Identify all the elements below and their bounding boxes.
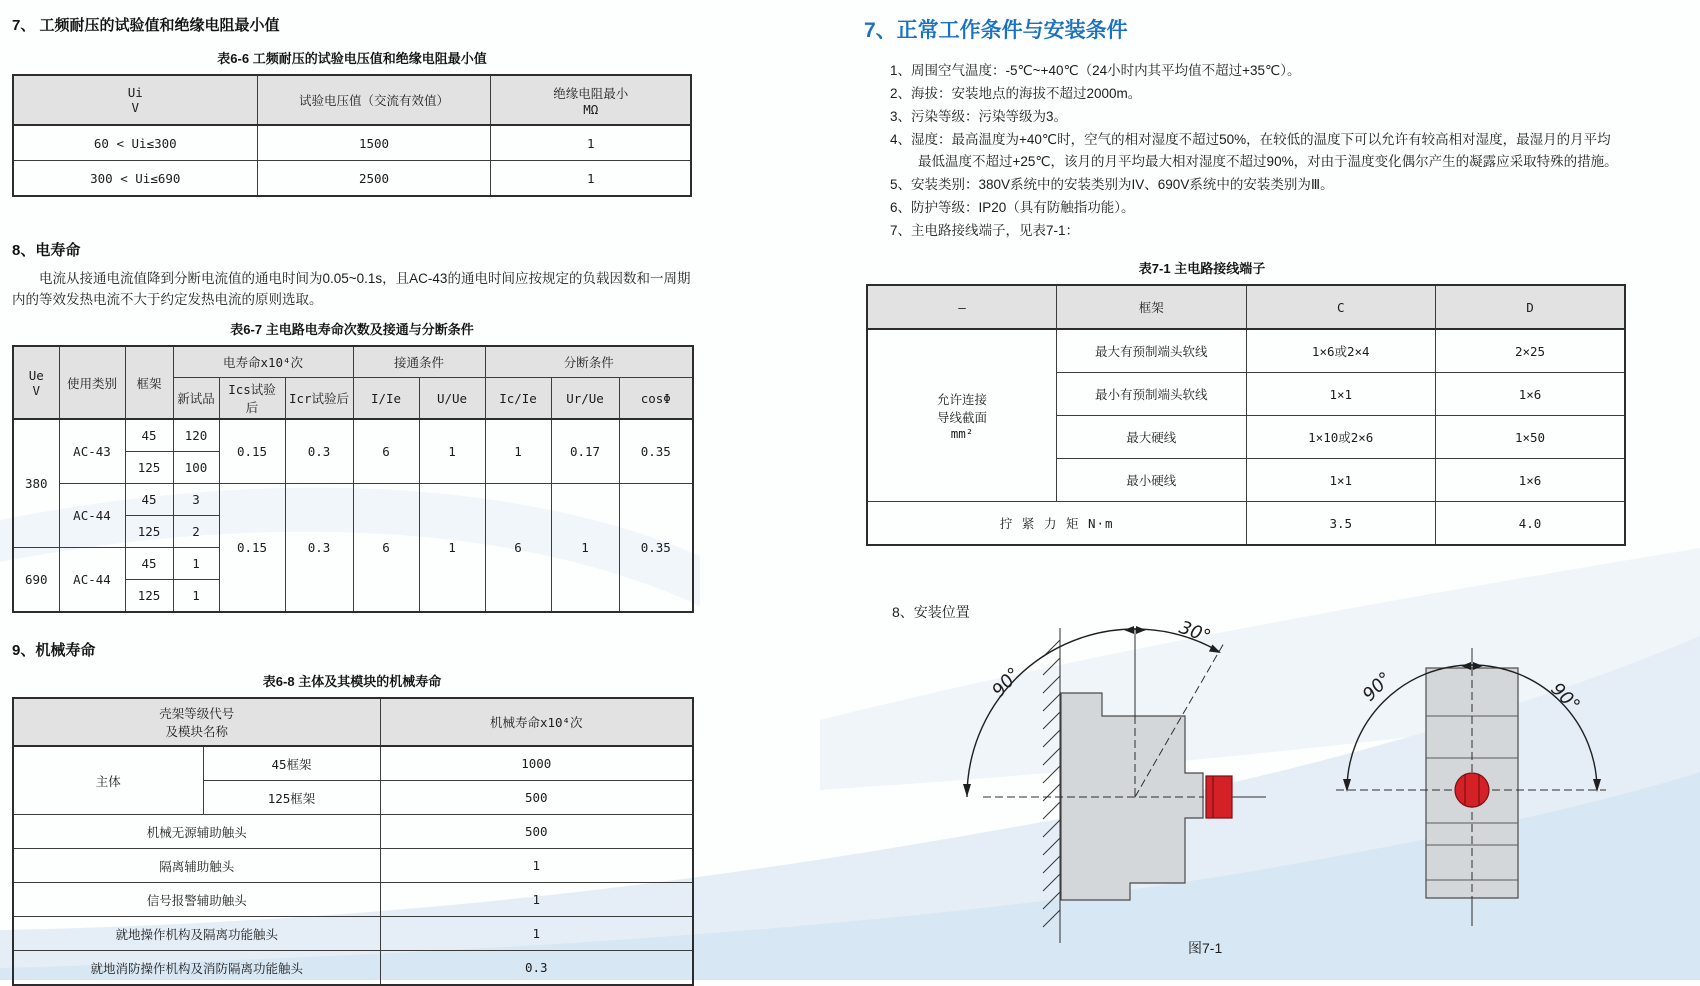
subheader-cos-phi: cosΦ <box>619 378 693 420</box>
cell-icr: 0.3 <box>285 419 353 484</box>
cell-life-value: 500 <box>380 781 693 815</box>
cell-ur-ue: 1 <box>551 484 619 613</box>
condition-item-pollution: 3、污染等级：污染等级为3。 <box>890 109 1068 124</box>
table-6-6-withstand-voltage <box>12 74 692 197</box>
cell-torque-c: 3.5 <box>1246 502 1436 546</box>
table-header-row <box>13 698 693 746</box>
table-row <box>13 419 693 452</box>
subheader-after-icr: Icr试验后 <box>285 378 353 420</box>
table-row <box>867 502 1625 546</box>
condition-item-protection-degree: 6、防护等级：IP20（具有防触指功能）。 <box>890 200 1135 215</box>
cell-frame: 45 <box>125 484 173 516</box>
installation-side-view-diagram <box>920 598 1270 953</box>
cell-module-name: 隔离辅助触头 <box>13 849 380 883</box>
cell-new-sample: 1 <box>173 548 219 580</box>
header-ui <box>13 75 257 125</box>
cell-module-name: 就地操作机构及隔离功能触头 <box>13 917 380 951</box>
cross-section-unit: mm² <box>950 426 974 441</box>
header-frame-c: C <box>1246 285 1436 329</box>
cell-ics: 0.15 <box>219 484 285 613</box>
section-heading-electrical-life: 8、电寿命 <box>12 242 81 259</box>
cell-value-d: 2×25 <box>1436 329 1626 373</box>
table-row <box>13 917 693 951</box>
table-header-row <box>13 346 693 378</box>
cell-value-c: 1×1 <box>1246 373 1436 416</box>
header-ui-symbol: Ui <box>127 85 143 100</box>
section-heading-withstand-voltage: 7、 工频耐压的试验值和绝缘电阻最小值 <box>12 17 280 34</box>
header-ue-symbol: Ue <box>28 367 44 383</box>
cell-new-sample: 3 <box>173 484 219 516</box>
header-frame-code-line2: 及模块名称 <box>165 724 229 739</box>
angle-label-90: 90° <box>988 663 1026 702</box>
cell-frame: 125 <box>125 452 173 484</box>
cell-u-ue: 1 <box>419 484 485 613</box>
table-6-8-mechanical-life <box>12 697 694 986</box>
cell-wire-type: 最小硬线 <box>1057 459 1247 502</box>
dimension-tick <box>1136 626 1146 634</box>
condition-item-installation-category: 5、安装类别：380V系统中的安装类别为IV、690V系统中的安装类别为Ⅲ。 <box>890 177 1334 192</box>
cell-cos-phi: 0.35 <box>619 484 693 613</box>
angle-label-90-left: 90° <box>1358 668 1397 706</box>
cell-ui-range: 300 < Ui≤690 <box>13 161 257 197</box>
cell-i-ie: 6 <box>353 419 419 484</box>
cell-u-ue: 1 <box>419 419 485 484</box>
cell-new-sample: 2 <box>173 516 219 548</box>
header-frame-code-module <box>13 698 380 746</box>
table-row <box>13 883 693 917</box>
angle-label-90-right: 90° <box>1546 678 1584 717</box>
header-making-group: 接通条件 <box>353 346 485 378</box>
condition-item-terminals: 7、主电路接线端子，见表7-1： <box>890 223 1080 238</box>
header-mechanical-life: 机械寿命x10⁴次 <box>380 698 693 746</box>
subheader-new-sample: 新试品 <box>173 378 219 420</box>
cell-category-ac44: AC-44 <box>59 548 125 613</box>
cell-test-voltage: 1500 <box>257 125 491 161</box>
cell-new-sample: 100 <box>173 452 219 484</box>
cell-wire-type: 最小有预制端头软线 <box>1057 373 1247 416</box>
cell-frame: 125 <box>125 580 173 613</box>
angle-label-30: 30° <box>1176 616 1214 648</box>
cell-life-value: 500 <box>380 815 693 849</box>
cell-torque-d: 4.0 <box>1436 502 1626 546</box>
section-heading-operating-conditions: 7、正常工作条件与安装条件 <box>864 19 1128 42</box>
cell-test-voltage: 2500 <box>257 161 491 197</box>
cell-new-sample: 120 <box>173 419 219 452</box>
subheader-i-ie: I/Ie <box>353 378 419 420</box>
subheader-ur-ue: Ur/Ue <box>551 378 619 420</box>
subheader-after-ics: Ics试验后 <box>219 378 285 420</box>
arc-arrowhead <box>963 784 971 797</box>
cell-cos-phi: 0.35 <box>619 419 693 484</box>
wall-hatching <box>1043 640 1060 927</box>
header-resistance-label: 绝缘电阻最小 <box>553 85 629 101</box>
cross-section-line1: 允许连接 <box>936 392 987 407</box>
header-dash: – <box>867 285 1057 329</box>
cell-category-ac44: AC-44 <box>59 484 125 548</box>
cell-ur-ue: 0.17 <box>551 419 619 484</box>
header-life-group: 电寿命x10⁴次 <box>173 346 353 378</box>
table-6-7-electrical-life <box>12 345 694 613</box>
cell-category-ac43: AC-43 <box>59 419 125 484</box>
table-row <box>13 746 693 781</box>
header-ue-unit: V <box>32 382 41 398</box>
header-test-voltage: 试验电压值（交流有效值） <box>257 75 491 125</box>
header-breaking-group: 分断条件 <box>485 346 693 378</box>
header-ui-unit: V <box>131 100 140 115</box>
header-frame-d: D <box>1436 285 1626 329</box>
cell-ue-380: 380 <box>13 419 59 548</box>
cell-wire-type: 最大有预制端头软线 <box>1057 329 1247 373</box>
subheader-u-ue: U/Ue <box>419 378 485 420</box>
cell-value-c: 1×10或2×6 <box>1246 416 1436 459</box>
cell-resistance: 1 <box>491 161 691 197</box>
cell-ui-range: 60 < Ui≤300 <box>13 125 257 161</box>
cell-icr: 0.3 <box>285 484 353 613</box>
handle-knob-red <box>1455 773 1489 807</box>
cell-frame: 45框架 <box>203 746 380 781</box>
table71-caption: 表7-1 主电路接线端子 <box>1138 261 1266 276</box>
table-header-row <box>867 285 1625 329</box>
cell-frame: 125框架 <box>203 781 380 815</box>
table-row <box>867 329 1625 373</box>
table68-caption: 表6-8 主体及其模块的机械寿命 <box>262 674 442 689</box>
cell-value-c: 1×6或2×4 <box>1246 329 1436 373</box>
cell-value-d: 1×6 <box>1436 459 1626 502</box>
left-page-column <box>12 0 692 986</box>
table-row <box>13 849 693 883</box>
handle-red <box>1206 776 1232 818</box>
cell-i-ie: 6 <box>353 484 419 613</box>
table-row <box>13 815 693 849</box>
condition-item-temperature: 1、周围空气温度：-5℃~+40℃（24小时内其平均值不超过+35℃）。 <box>890 63 1301 78</box>
cell-module-name: 就地消防操作机构及消防隔离功能触头 <box>13 951 380 986</box>
cell-life-value: 1 <box>380 883 693 917</box>
cell-value-d: 1×6 <box>1436 373 1626 416</box>
condition-item-humidity: 4、湿度：最高温度为+40℃时，空气的相对湿度不超过50%，在较低的温度下可以允许有较高相对湿度，最湿月的月平均最低温度不超过+25℃，该月的月平均最大相对湿度不超过90%，对由于温度变化偶尔产生的凝露应采取特殊的措施。 <box>890 132 1618 169</box>
table-header-row <box>13 75 691 125</box>
cell-value-d: 1×50 <box>1436 416 1626 459</box>
figure-caption: 图7-1 <box>1188 940 1223 956</box>
arc-arrowhead <box>1209 645 1221 654</box>
cell-module-name: 机械无源辅助触头 <box>13 815 380 849</box>
cell-torque-label: 拧 紧 力 矩 N·m <box>867 502 1246 546</box>
table-row <box>13 161 691 197</box>
table66-caption: 表6-6 工频耐压的试验电压值和绝缘电阻最小值 <box>217 51 487 66</box>
cross-section-line2: 导线截面 <box>936 410 987 425</box>
cell-frame: 125 <box>125 516 173 548</box>
installation-front-view-diagram <box>1278 608 1608 948</box>
cell-ue-690: 690 <box>13 548 59 613</box>
header-resistance-unit: MΩ <box>583 101 599 117</box>
condition-item-altitude: 2、海拔：安装地点的海拔不超过2000m。 <box>890 86 1142 101</box>
electrical-life-paragraph: 电流从接通电流值降到分断电流值的通电时间为0.05~0.1s，且AC-43的通电时间应按规定的负载因数和一周期内的等效发热电流不大于约定发热电流的原则选取。 <box>12 271 691 307</box>
dimension-tick <box>1124 626 1134 634</box>
cell-ic-ie: 6 <box>485 484 551 613</box>
cell-main-body: 主体 <box>13 746 203 815</box>
header-ue <box>13 346 59 419</box>
cell-resistance: 1 <box>491 125 691 161</box>
cell-frame: 45 <box>125 548 173 580</box>
cell-new-sample: 1 <box>173 580 219 613</box>
cell-value-c: 1×1 <box>1246 459 1436 502</box>
table-7-1-terminals <box>866 284 1626 546</box>
cell-conductor-cross-section <box>867 329 1057 502</box>
header-frame: 框架 <box>125 346 173 419</box>
cell-ics: 0.15 <box>219 419 285 484</box>
header-utilization-category: 使用类别 <box>59 346 125 419</box>
section-heading-mechanical-life: 9、机械寿命 <box>12 642 96 659</box>
section-heading-installation-position: 8、安装位置 <box>892 604 970 620</box>
header-resistance <box>491 75 691 125</box>
cell-life-value: 0.3 <box>380 951 693 986</box>
table67-caption: 表6-7 主电路电寿命次数及接通与分断条件 <box>230 322 474 337</box>
cell-module-name: 信号报警辅助触头 <box>13 883 380 917</box>
cell-life-value: 1 <box>380 917 693 951</box>
table-row <box>13 484 693 516</box>
cell-life-value: 1000 <box>380 746 693 781</box>
cell-ic-ie: 1 <box>485 419 551 484</box>
conditions-list <box>858 60 1618 242</box>
right-page-column <box>858 0 1618 980</box>
subheader-ic-ie: Ic/Ie <box>485 378 551 420</box>
cell-life-value: 1 <box>380 849 693 883</box>
header-frame: 框架 <box>1057 285 1247 329</box>
cell-frame: 45 <box>125 419 173 452</box>
header-frame-code-line1: 壳架等级代号 <box>159 706 235 721</box>
cell-wire-type: 最大硬线 <box>1057 416 1247 459</box>
table-row <box>13 125 691 161</box>
